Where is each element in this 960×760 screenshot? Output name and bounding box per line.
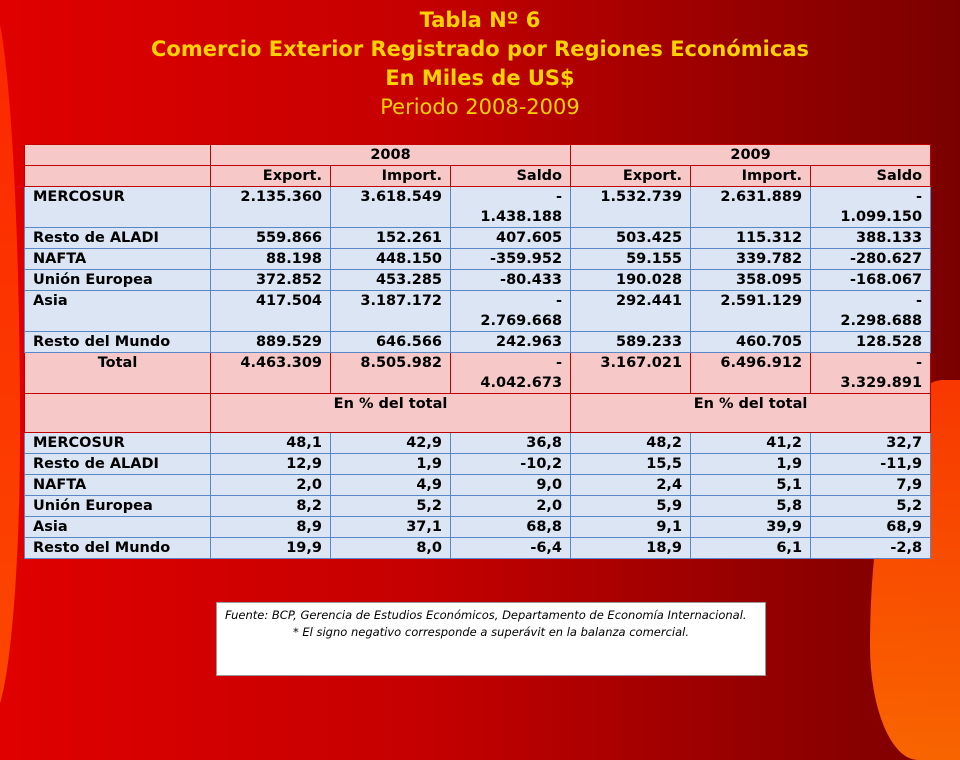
value-cell: 242.963: [451, 332, 571, 353]
percent-cell: -11,9: [811, 454, 931, 475]
value-cell: -359.952: [451, 249, 571, 270]
value-cell: 3.167.021: [571, 353, 691, 394]
negative-sign: -: [916, 189, 923, 205]
year-header: 2008: [211, 145, 571, 166]
value-cell: 589.233: [571, 332, 691, 353]
total-label: Total: [25, 353, 211, 394]
value-cell: -280.627: [811, 249, 931, 270]
region-label: Asia: [25, 517, 211, 538]
percent-cell: 1,9: [331, 454, 451, 475]
percent-cell: 2,4: [571, 475, 691, 496]
table-row: [25, 496, 931, 517]
region-label: Resto del Mundo: [25, 538, 211, 559]
percent-cell: 1,9: [691, 454, 811, 475]
value-cell: [451, 291, 571, 332]
value-cell: 559.866: [211, 228, 331, 249]
table-row: [25, 228, 931, 249]
region-label: NAFTA: [25, 475, 211, 496]
table-row: [25, 332, 931, 353]
column-header: Export.: [571, 166, 691, 187]
percent-cell: 5,1: [691, 475, 811, 496]
value-cell: -168.067: [811, 270, 931, 291]
table-row: [25, 249, 931, 270]
value-cell: [811, 291, 931, 332]
negative-sign: -: [556, 293, 563, 309]
title-table-number: Tabla Nº 6: [419, 8, 541, 32]
percent-header: En % del total: [571, 394, 931, 433]
percent-cell: 2,0: [451, 496, 571, 517]
table-row: [25, 433, 931, 454]
percent-cell: 36,8: [451, 433, 571, 454]
value-cell: 388.133: [811, 228, 931, 249]
value-cell: 6.496.912: [691, 353, 811, 394]
value-cell: [811, 353, 931, 394]
percent-cell: 48,2: [571, 433, 691, 454]
trade-table-container: [24, 144, 930, 559]
source-note-box: [216, 602, 766, 676]
source-text: Fuente: BCP, Gerencia de Estudios Económicos, Departamento de Economía Internacional.: [225, 608, 747, 622]
value-text: 2.298.688: [840, 313, 923, 329]
percent-cell: 9,1: [571, 517, 691, 538]
percent-cell: 5,2: [811, 496, 931, 517]
percent-cell: 18,9: [571, 538, 691, 559]
percent-cell: 48,1: [211, 433, 331, 454]
region-label: NAFTA: [25, 249, 211, 270]
source-footnote: * El signo negativo corresponde a superávit en la balanza comercial.: [292, 625, 690, 639]
value-text: 2.769.668: [480, 313, 563, 329]
percent-cell: -10,2: [451, 454, 571, 475]
column-header-row: [25, 166, 931, 187]
percent-cell: 5,2: [331, 496, 451, 517]
percent-cell: -6,4: [451, 538, 571, 559]
value-cell: 88.198: [211, 249, 331, 270]
value-cell: 2.591.129: [691, 291, 811, 332]
value-cell: 2.631.889: [691, 187, 811, 228]
region-label: MERCOSUR: [25, 433, 211, 454]
value-cell: 646.566: [331, 332, 451, 353]
table-row: [25, 517, 931, 538]
percent-cell: 12,9: [211, 454, 331, 475]
percent-cell: 5,8: [691, 496, 811, 517]
percent-cell: -2,8: [811, 538, 931, 559]
table-row: [25, 475, 931, 496]
table-row: [25, 291, 931, 332]
year-header: 2009: [571, 145, 931, 166]
table-row: [25, 538, 931, 559]
percent-cell: 8,2: [211, 496, 331, 517]
corner-cell: [25, 145, 211, 166]
negative-sign: -: [916, 293, 923, 309]
value-text: 3.329.891: [840, 375, 923, 391]
negative-sign: -: [556, 355, 563, 371]
value-cell: 358.095: [691, 270, 811, 291]
value-cell: 4.463.309: [211, 353, 331, 394]
value-cell: 115.312: [691, 228, 811, 249]
value-cell: 8.505.982: [331, 353, 451, 394]
percent-cell: 5,9: [571, 496, 691, 517]
title-period: Periodo 2008-2009: [380, 95, 580, 119]
percent-cell: 7,9: [811, 475, 931, 496]
value-cell: 889.529: [211, 332, 331, 353]
value-cell: 3.618.549: [331, 187, 451, 228]
negative-sign: -: [556, 189, 563, 205]
title-units: En Miles de US$: [385, 66, 575, 90]
value-cell: 59.155: [571, 249, 691, 270]
value-cell: 453.285: [331, 270, 451, 291]
region-label: MERCOSUR: [25, 187, 211, 228]
percent-cell: 8,0: [331, 538, 451, 559]
corner-cell: [25, 166, 211, 187]
percent-cell: 32,7: [811, 433, 931, 454]
column-header: Import.: [691, 166, 811, 187]
value-cell: [811, 187, 931, 228]
value-text: 1.438.188: [480, 209, 563, 225]
year-header-row: [25, 145, 931, 166]
table-row: [25, 270, 931, 291]
percent-cell: 4,9: [331, 475, 451, 496]
value-cell: 407.605: [451, 228, 571, 249]
value-cell: [451, 187, 571, 228]
value-cell: 417.504: [211, 291, 331, 332]
percent-cell: 2,0: [211, 475, 331, 496]
percent-cell: 8,9: [211, 517, 331, 538]
value-cell: 372.852: [211, 270, 331, 291]
title-block: [0, 6, 960, 122]
value-cell: 1.532.739: [571, 187, 691, 228]
value-cell: 2.135.360: [211, 187, 331, 228]
column-header: Import.: [331, 166, 451, 187]
percent-cell: 19,9: [211, 538, 331, 559]
percent-header: En % del total: [211, 394, 571, 433]
percent-header-row: [25, 394, 931, 433]
value-cell: 190.028: [571, 270, 691, 291]
region-label: Unión Europea: [25, 270, 211, 291]
table-row: [25, 187, 931, 228]
percent-cell: 41,2: [691, 433, 811, 454]
percent-cell: 39,9: [691, 517, 811, 538]
percent-cell: 37,1: [331, 517, 451, 538]
percent-cell: 15,5: [571, 454, 691, 475]
region-label: Resto de ALADI: [25, 454, 211, 475]
value-cell: 152.261: [331, 228, 451, 249]
value-cell: 292.441: [571, 291, 691, 332]
value-cell: 339.782: [691, 249, 811, 270]
percent-cell: 42,9: [331, 433, 451, 454]
column-header: Saldo: [811, 166, 931, 187]
total-row: [25, 353, 931, 394]
column-header: Export.: [211, 166, 331, 187]
region-label: Asia: [25, 291, 211, 332]
value-cell: [451, 353, 571, 394]
percent-cell: 6,1: [691, 538, 811, 559]
value-cell: 128.528: [811, 332, 931, 353]
table-row: [25, 454, 931, 475]
value-cell: -80.433: [451, 270, 571, 291]
value-cell: 460.705: [691, 332, 811, 353]
value-cell: 503.425: [571, 228, 691, 249]
negative-sign: -: [916, 355, 923, 371]
value-text: 4.042.673: [480, 375, 563, 391]
percent-cell: 68,9: [811, 517, 931, 538]
percent-cell: 9,0: [451, 475, 571, 496]
value-text: 1.099.150: [840, 209, 923, 225]
region-label: Resto de ALADI: [25, 228, 211, 249]
column-header: Saldo: [451, 166, 571, 187]
region-label: Unión Europea: [25, 496, 211, 517]
corner-cell: [25, 394, 211, 433]
value-cell: 3.187.172: [331, 291, 451, 332]
region-label: Resto del Mundo: [25, 332, 211, 353]
value-cell: 448.150: [331, 249, 451, 270]
trade-table: [24, 144, 931, 559]
percent-cell: 68,8: [451, 517, 571, 538]
title-main: Comercio Exterior Registrado por Regiones Económicas: [150, 37, 809, 61]
